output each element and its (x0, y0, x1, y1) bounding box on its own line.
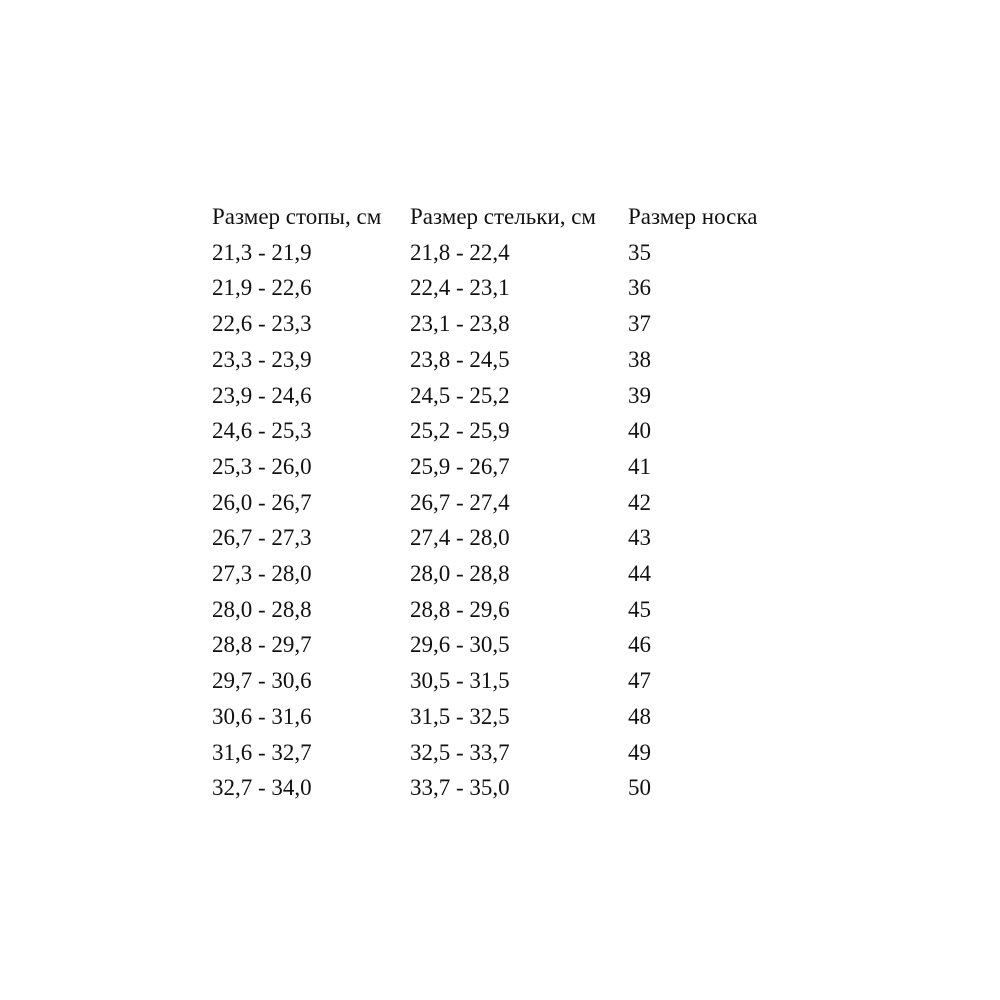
insole-size-cell: 21,8 - 22,4 (410, 239, 510, 265)
insole-size-cell: 25,9 - 26,7 (410, 453, 510, 479)
size-chart-table (212, 199, 788, 806)
insole-size-cell: 31,5 - 32,5 (410, 703, 510, 729)
table-row (212, 735, 788, 771)
foot-size-cell: 26,7 - 27,3 (212, 525, 312, 551)
sock-size-cell: 41 (628, 453, 651, 479)
insole-size-cell: 32,5 - 33,7 (410, 739, 510, 765)
table-row (212, 306, 788, 342)
insole-size-cell: 25,2 - 25,9 (410, 418, 510, 444)
sock-size-cell: 35 (628, 239, 651, 265)
insole-size-cell: 33,7 - 35,0 (410, 775, 510, 801)
sock-size-cell: 50 (628, 775, 651, 801)
foot-size-cell: 32,7 - 34,0 (212, 775, 312, 801)
header-insole-size: Размер стельки, см (410, 204, 596, 229)
table-row (212, 699, 788, 735)
sock-size-cell: 44 (628, 561, 651, 587)
foot-size-cell: 22,6 - 23,3 (212, 311, 312, 337)
table-row (212, 413, 788, 449)
foot-size-cell: 21,3 - 21,9 (212, 239, 312, 265)
sock-size-cell: 37 (628, 311, 651, 337)
insole-size-cell: 29,6 - 30,5 (410, 632, 510, 658)
foot-size-cell: 28,0 - 28,8 (212, 596, 312, 622)
header-sock-size: Размер носка (628, 204, 758, 229)
insole-size-cell: 30,5 - 31,5 (410, 668, 510, 694)
sock-size-cell: 47 (628, 668, 651, 694)
table-row (212, 449, 788, 485)
sock-size-cell: 49 (628, 739, 651, 765)
foot-size-cell: 23,9 - 24,6 (212, 382, 312, 408)
sock-size-cell: 43 (628, 525, 651, 551)
table-row (212, 485, 788, 521)
sock-size-cell: 48 (628, 703, 651, 729)
table-row (212, 270, 788, 306)
sock-size-cell: 42 (628, 489, 651, 515)
foot-size-cell: 24,6 - 25,3 (212, 418, 312, 444)
table-header (212, 199, 788, 235)
insole-size-cell: 23,8 - 24,5 (410, 346, 510, 372)
foot-size-cell: 21,9 - 22,6 (212, 275, 312, 301)
table-row (212, 520, 788, 556)
sock-size-cell: 40 (628, 418, 651, 444)
table-row (212, 592, 788, 628)
insole-size-cell: 26,7 - 27,4 (410, 489, 510, 515)
foot-size-cell: 29,7 - 30,6 (212, 668, 312, 694)
foot-size-cell: 27,3 - 28,0 (212, 561, 312, 587)
table-row (212, 663, 788, 699)
insole-size-cell: 23,1 - 23,8 (410, 311, 510, 337)
header-row (212, 199, 788, 235)
foot-size-cell: 30,6 - 31,6 (212, 703, 312, 729)
foot-size-cell: 25,3 - 26,0 (212, 453, 312, 479)
table-body (212, 235, 788, 806)
sock-size-cell: 38 (628, 346, 651, 372)
table-row (212, 235, 788, 271)
insole-size-cell: 28,0 - 28,8 (410, 561, 510, 587)
table-row (212, 770, 788, 806)
sock-size-cell: 39 (628, 382, 651, 408)
sock-size-cell: 46 (628, 632, 651, 658)
header-foot-size: Размер стопы, см (212, 204, 382, 229)
sock-size-cell: 45 (628, 596, 651, 622)
table-row (212, 378, 788, 414)
foot-size-cell: 31,6 - 32,7 (212, 739, 312, 765)
sock-size-cell: 36 (628, 275, 651, 301)
insole-size-cell: 22,4 - 23,1 (410, 275, 510, 301)
insole-size-cell: 24,5 - 25,2 (410, 382, 510, 408)
foot-size-cell: 23,3 - 23,9 (212, 346, 312, 372)
table-row (212, 627, 788, 663)
table-row (212, 556, 788, 592)
foot-size-cell: 28,8 - 29,7 (212, 632, 312, 658)
insole-size-cell: 28,8 - 29,6 (410, 596, 510, 622)
table-row (212, 342, 788, 378)
foot-size-cell: 26,0 - 26,7 (212, 489, 312, 515)
insole-size-cell: 27,4 - 28,0 (410, 525, 510, 551)
